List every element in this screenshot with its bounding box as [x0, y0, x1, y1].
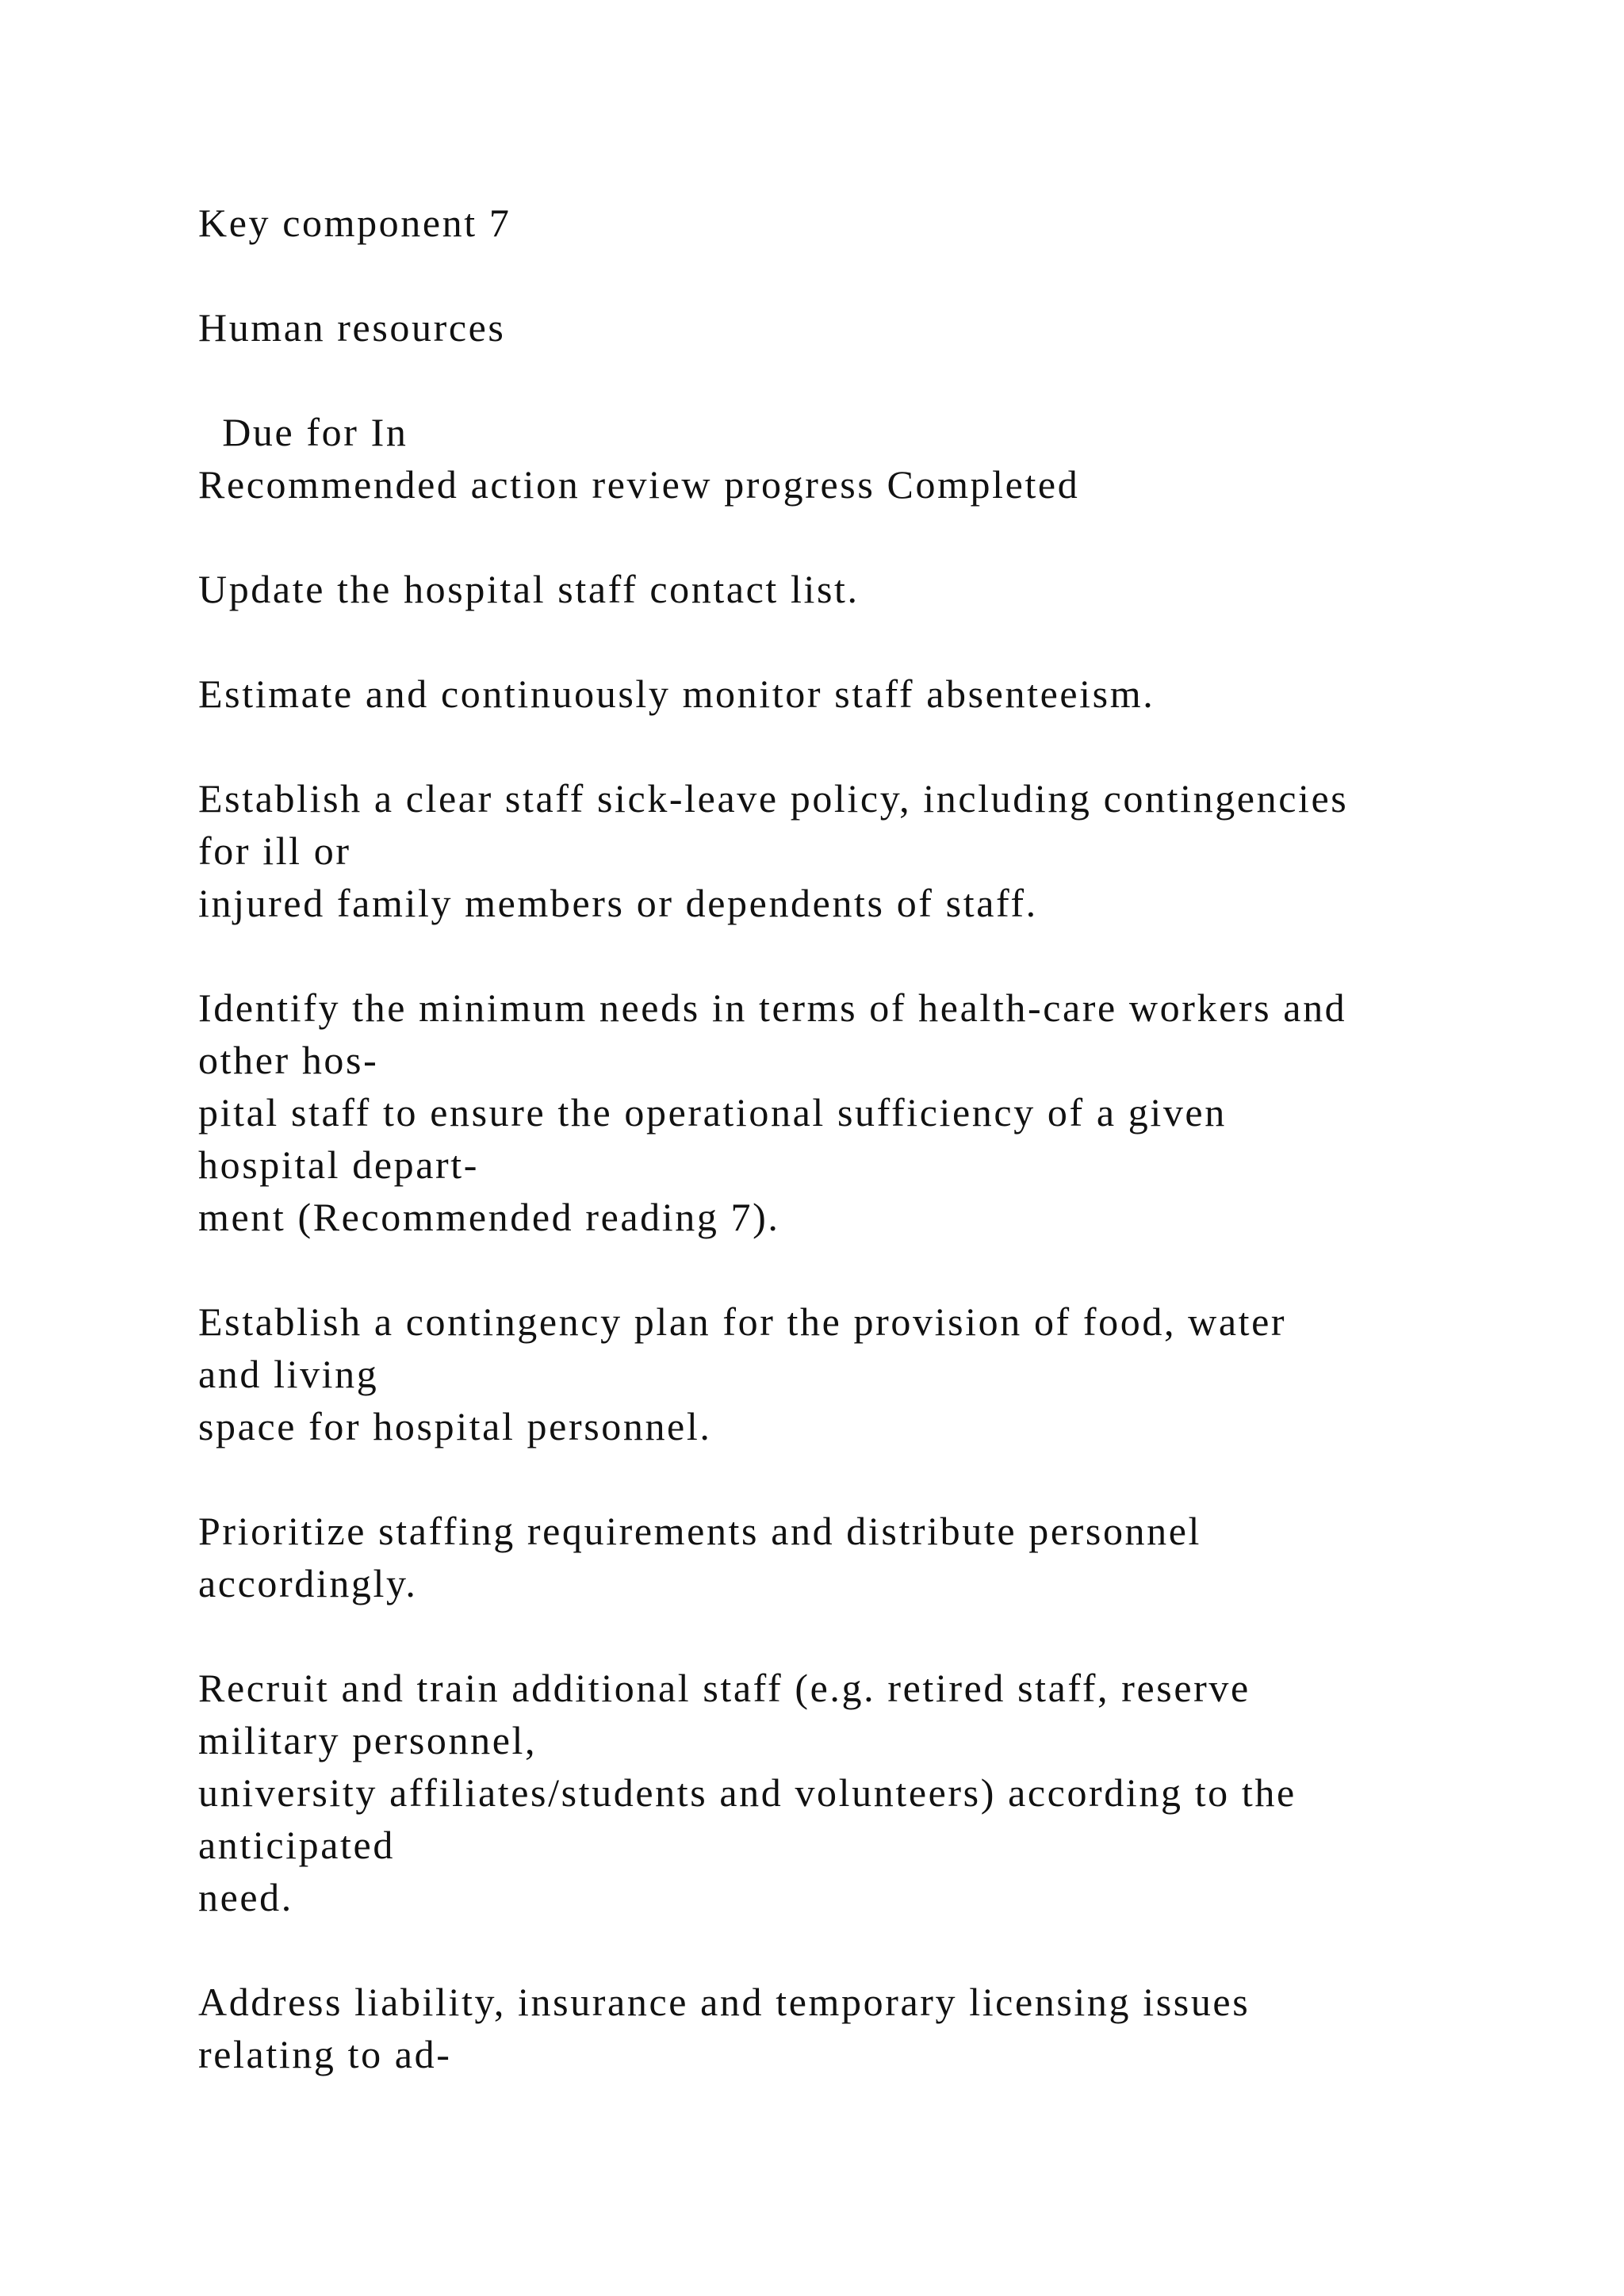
- spacer: [198, 615, 1546, 668]
- action-item-line: Establish a contingency plan for the provision of food, water: [198, 1299, 1287, 1344]
- action-item-line: and living: [198, 1352, 379, 1396]
- action-item: [198, 1295, 1546, 1452]
- action-item-line: university affiliates/students and volunteers) according to the: [198, 1770, 1297, 1815]
- action-item-line: Address liability, insurance and temporary licensing issues: [198, 1980, 1251, 2024]
- spacer: [198, 720, 1546, 772]
- action-item-line: for ill or: [198, 828, 351, 873]
- document-body: [198, 197, 1546, 2080]
- spacer: [198, 1243, 1546, 1295]
- action-item: [198, 982, 1546, 1243]
- heading: Key component 7: [198, 201, 511, 245]
- spacer: [198, 1452, 1546, 1505]
- action-item: [198, 563, 1546, 615]
- spacer: [198, 1609, 1546, 1662]
- action-item-line: Establish a clear staff sick-leave policy, including contingencies: [198, 776, 1349, 821]
- action-items: [198, 511, 1546, 2080]
- action-item-line: ment (Recommended reading 7).: [198, 1195, 780, 1239]
- action-item-line: accordingly.: [198, 1561, 418, 1605]
- action-item: [198, 772, 1546, 929]
- table-header-line-2: Recommended action review progress Completed: [198, 462, 1080, 507]
- action-item-line: military personnel,: [198, 1718, 538, 1762]
- action-item: [198, 1505, 1546, 1609]
- action-item-line: need.: [198, 1875, 293, 1919]
- spacer: [198, 249, 1546, 301]
- action-item: [198, 1662, 1546, 1923]
- action-item-line: injured family members or dependents of staff.: [198, 881, 1038, 925]
- action-item: [198, 668, 1546, 720]
- action-item-line: relating to ad-: [198, 2032, 452, 2076]
- action-item-line: Recruit and train additional staff (e.g. retired staff, reserve: [198, 1666, 1251, 1710]
- spacer: [198, 1923, 1546, 1976]
- action-item: [198, 1976, 1546, 2080]
- action-item-line: Estimate and continuously monitor staff absenteeism.: [198, 672, 1155, 716]
- action-item-line: anticipated: [198, 1823, 395, 1867]
- action-item-line: Update the hospital staff contact list.: [198, 567, 860, 611]
- action-item-line: other hos-: [198, 1038, 379, 1082]
- spacer: [198, 511, 1546, 563]
- action-item-line: pital staff to ensure the operational sufficiency of a given: [198, 1090, 1227, 1135]
- table-header-line-1: Due for In: [198, 410, 408, 454]
- action-item-line: hospital depart-: [198, 1142, 480, 1187]
- action-item-line: Identify the minimum needs in terms of health-care workers and: [198, 985, 1347, 1030]
- spacer: [198, 354, 1546, 406]
- section-title: Human resources: [198, 305, 506, 350]
- spacer: [198, 929, 1546, 982]
- action-item-line: space for hospital personnel.: [198, 1404, 712, 1448]
- action-item-line: Prioritize staffing requirements and distribute personnel: [198, 1509, 1202, 1553]
